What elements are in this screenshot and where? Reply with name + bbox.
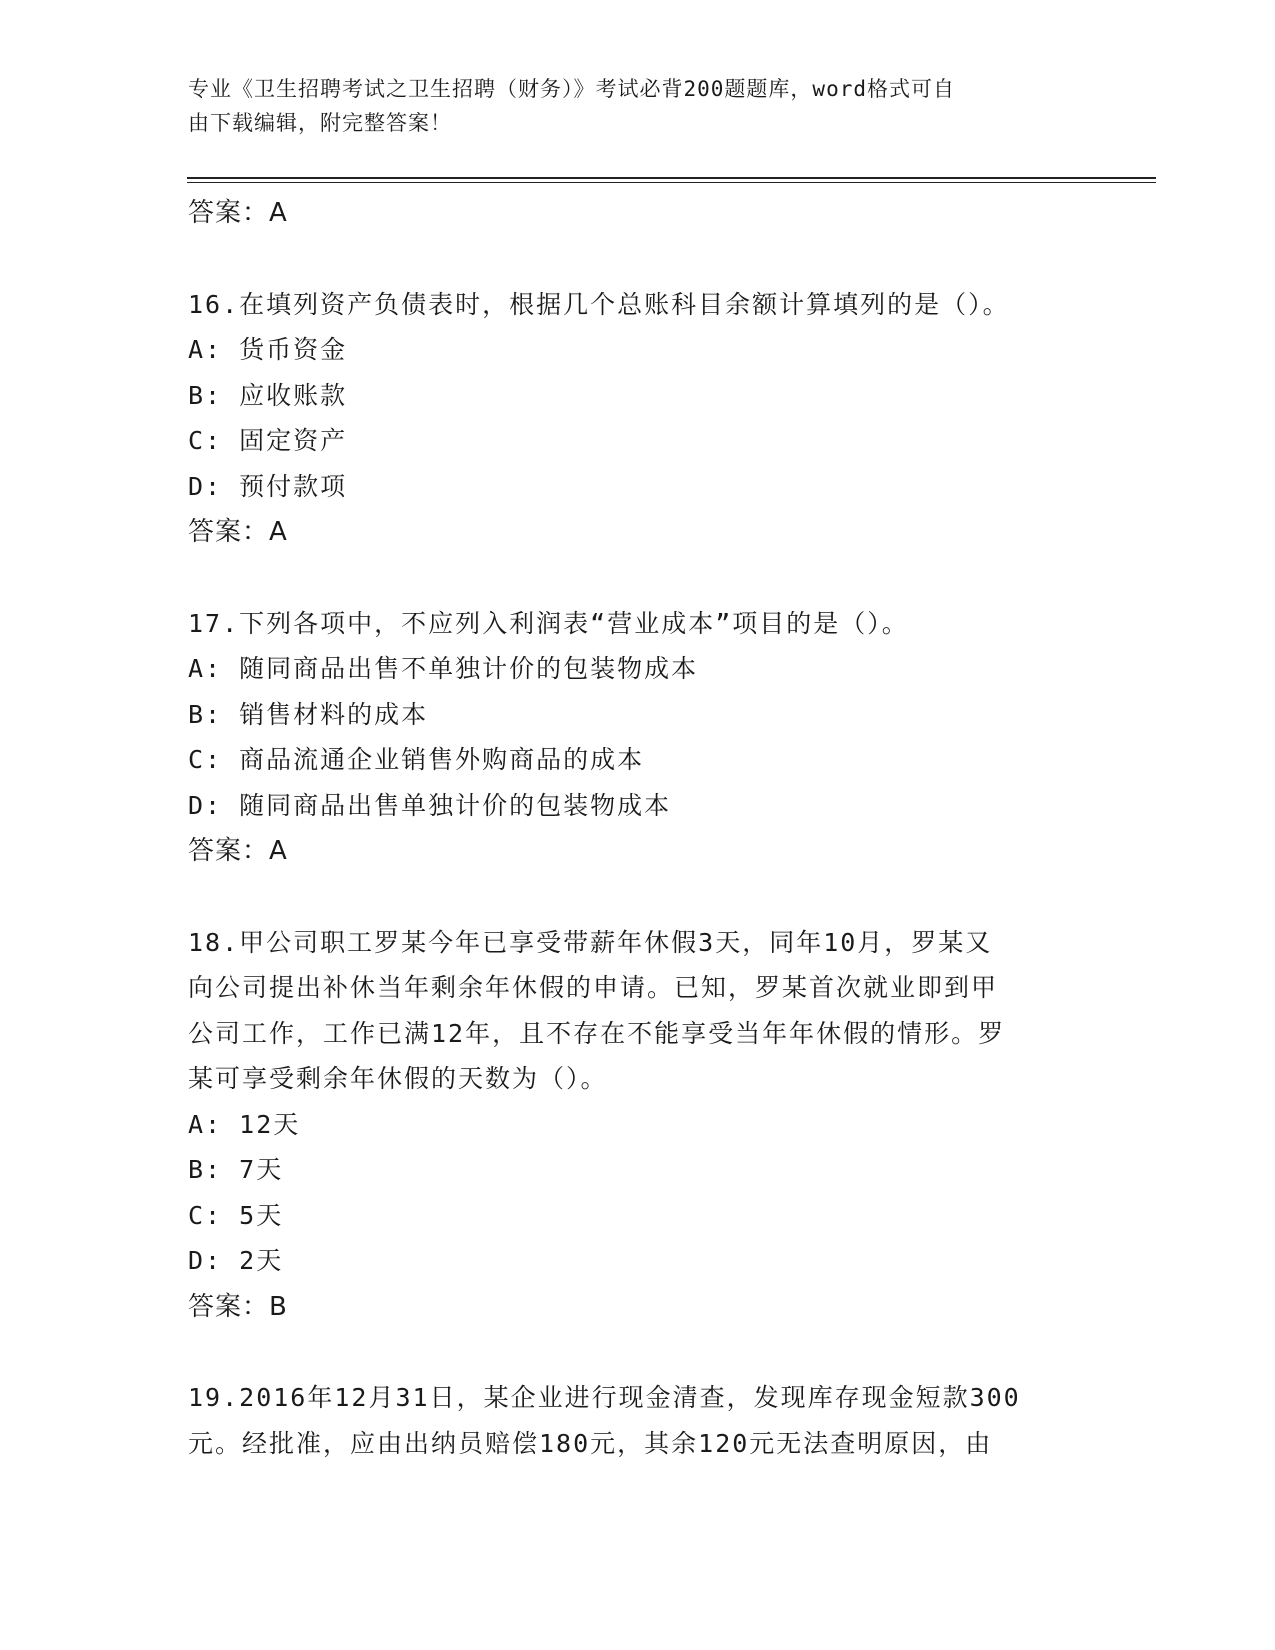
header-rule-thin [187, 182, 1156, 183]
question-16 [188, 282, 1088, 556]
question-stem-line-3: 公司工作，工作已满12年，且不存在不能享受当年年休假的情形。罗 [188, 1018, 1006, 1048]
option-d: D: 预付款项 [188, 471, 348, 501]
spacer [188, 874, 1088, 920]
previous-answer: 答案：A [188, 198, 288, 228]
question-stem-line-1: 19.2016年12月31日，某企业进行现金清查，发现库存现金短款300 [188, 1383, 1021, 1412]
option-a: A: 随同商品出售不单独计价的包装物成本 [188, 654, 699, 683]
header-rule-thick [187, 177, 1156, 179]
option-d: D: 随同商品出售单独计价的包装物成本 [188, 790, 672, 820]
header-line-2: 由下载编辑，附完整答案！ [188, 111, 452, 135]
option-d: D: 2天 [188, 1246, 284, 1275]
question-stem-line-4: 某可享受剩余年休假的天数为（）。 [188, 1064, 608, 1093]
option-a: A: 货币资金 [188, 335, 348, 364]
option-b: B: 应收账款 [188, 380, 348, 410]
option-b: B: 销售材料的成本 [188, 699, 429, 729]
question-19 [188, 1375, 1088, 1466]
question-stem-line-1: 18.甲公司职工罗某今年已享受带薪年休假3天，同年10月，罗某又 [188, 927, 993, 957]
question-stem: 16.在填列资产负债表时，根据几个总账科目余额计算填列的是（）。 [188, 289, 1010, 319]
question-18 [188, 920, 1088, 1330]
answer-line: 答案：B [188, 1291, 288, 1322]
option-c: C: 5天 [188, 1200, 284, 1230]
document-header [188, 72, 1078, 140]
answer-line: 答案：A [188, 836, 288, 866]
option-c: C: 商品流通企业销售外购商品的成本 [188, 745, 645, 774]
option-b: B: 7天 [188, 1155, 284, 1184]
question-stem-line-2: 向公司提出补休当年剩余年休假的申请。已知，罗某首次就业即到甲 [188, 973, 999, 1002]
spacer [188, 236, 1088, 282]
question-content [188, 190, 1088, 1466]
question-stem-line-2: 元。经批准，应由出纳员赔偿180元，其余120元无法查明原因，由 [188, 1428, 993, 1458]
spacer [188, 555, 1088, 601]
question-17 [188, 601, 1088, 875]
answer-line: 答案：A [188, 517, 288, 547]
option-a: A: 12天 [188, 1109, 301, 1139]
spacer [188, 1330, 1088, 1376]
question-stem: 17.下列各项中，不应列入利润表“营业成本”项目的是（）。 [188, 608, 909, 638]
header-line-1: 专业《卫生招聘考试之卫生招聘（财务）》考试必背200题题库，word格式可自 [188, 77, 955, 101]
option-c: C: 固定资产 [188, 426, 348, 455]
